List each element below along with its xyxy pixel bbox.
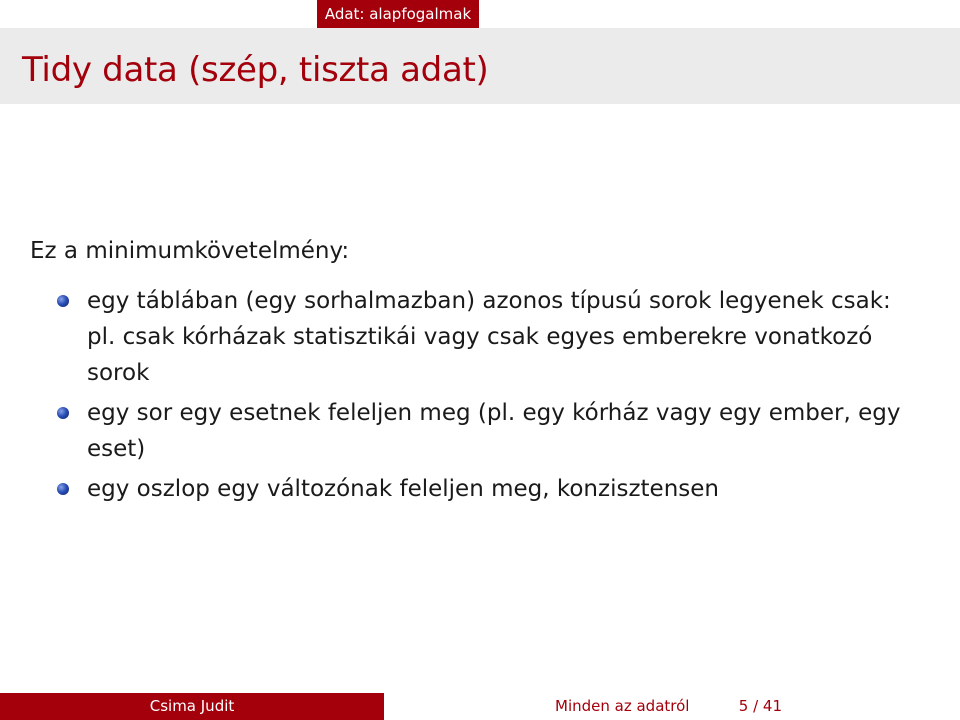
- footer-short-title: Minden az adatról: [555, 697, 690, 715]
- list-item: [30, 471, 930, 507]
- section-bar: [0, 0, 960, 28]
- footer-right: [384, 693, 960, 720]
- list-item-text: sorok: [87, 360, 150, 386]
- list-item-text: eset): [87, 436, 146, 462]
- section-label[interactable]: Adat: alapfogalmak: [317, 0, 479, 28]
- list-item-text: egy sor egy esetnek feleljen meg (pl. egy kórház vagy egy ember, egy: [87, 400, 901, 426]
- section-bar-filler: [479, 0, 960, 28]
- list-item-text: egy táblában (egy sorhalmazban) azonos típusú sorok legyenek csak:: [87, 288, 891, 314]
- section-bar-left: [0, 0, 317, 28]
- bullet-list: [30, 283, 930, 507]
- bullet-icon: [57, 407, 69, 419]
- page-number: 5 / 41: [738, 697, 782, 715]
- list-item-text: pl. csak kórházak statisztikái vagy csak egyes emberekre vonatkozó: [87, 324, 873, 350]
- bullet-icon: [57, 295, 69, 307]
- bullet-icon: [57, 483, 69, 495]
- list-item: [30, 283, 930, 391]
- list-item: [30, 395, 930, 467]
- footer-bar: [0, 693, 960, 720]
- page-title: Tidy data (szép, tiszta adat): [22, 50, 489, 90]
- footer-author: Csima Judit: [0, 693, 384, 720]
- intro-text: Ez a minimumkövetelmény:: [30, 238, 350, 264]
- list-item-text: egy oszlop egy változónak feleljen meg, konzisztensen: [87, 476, 719, 502]
- frame-title-bar: [0, 28, 960, 104]
- slide-body: [30, 236, 930, 511]
